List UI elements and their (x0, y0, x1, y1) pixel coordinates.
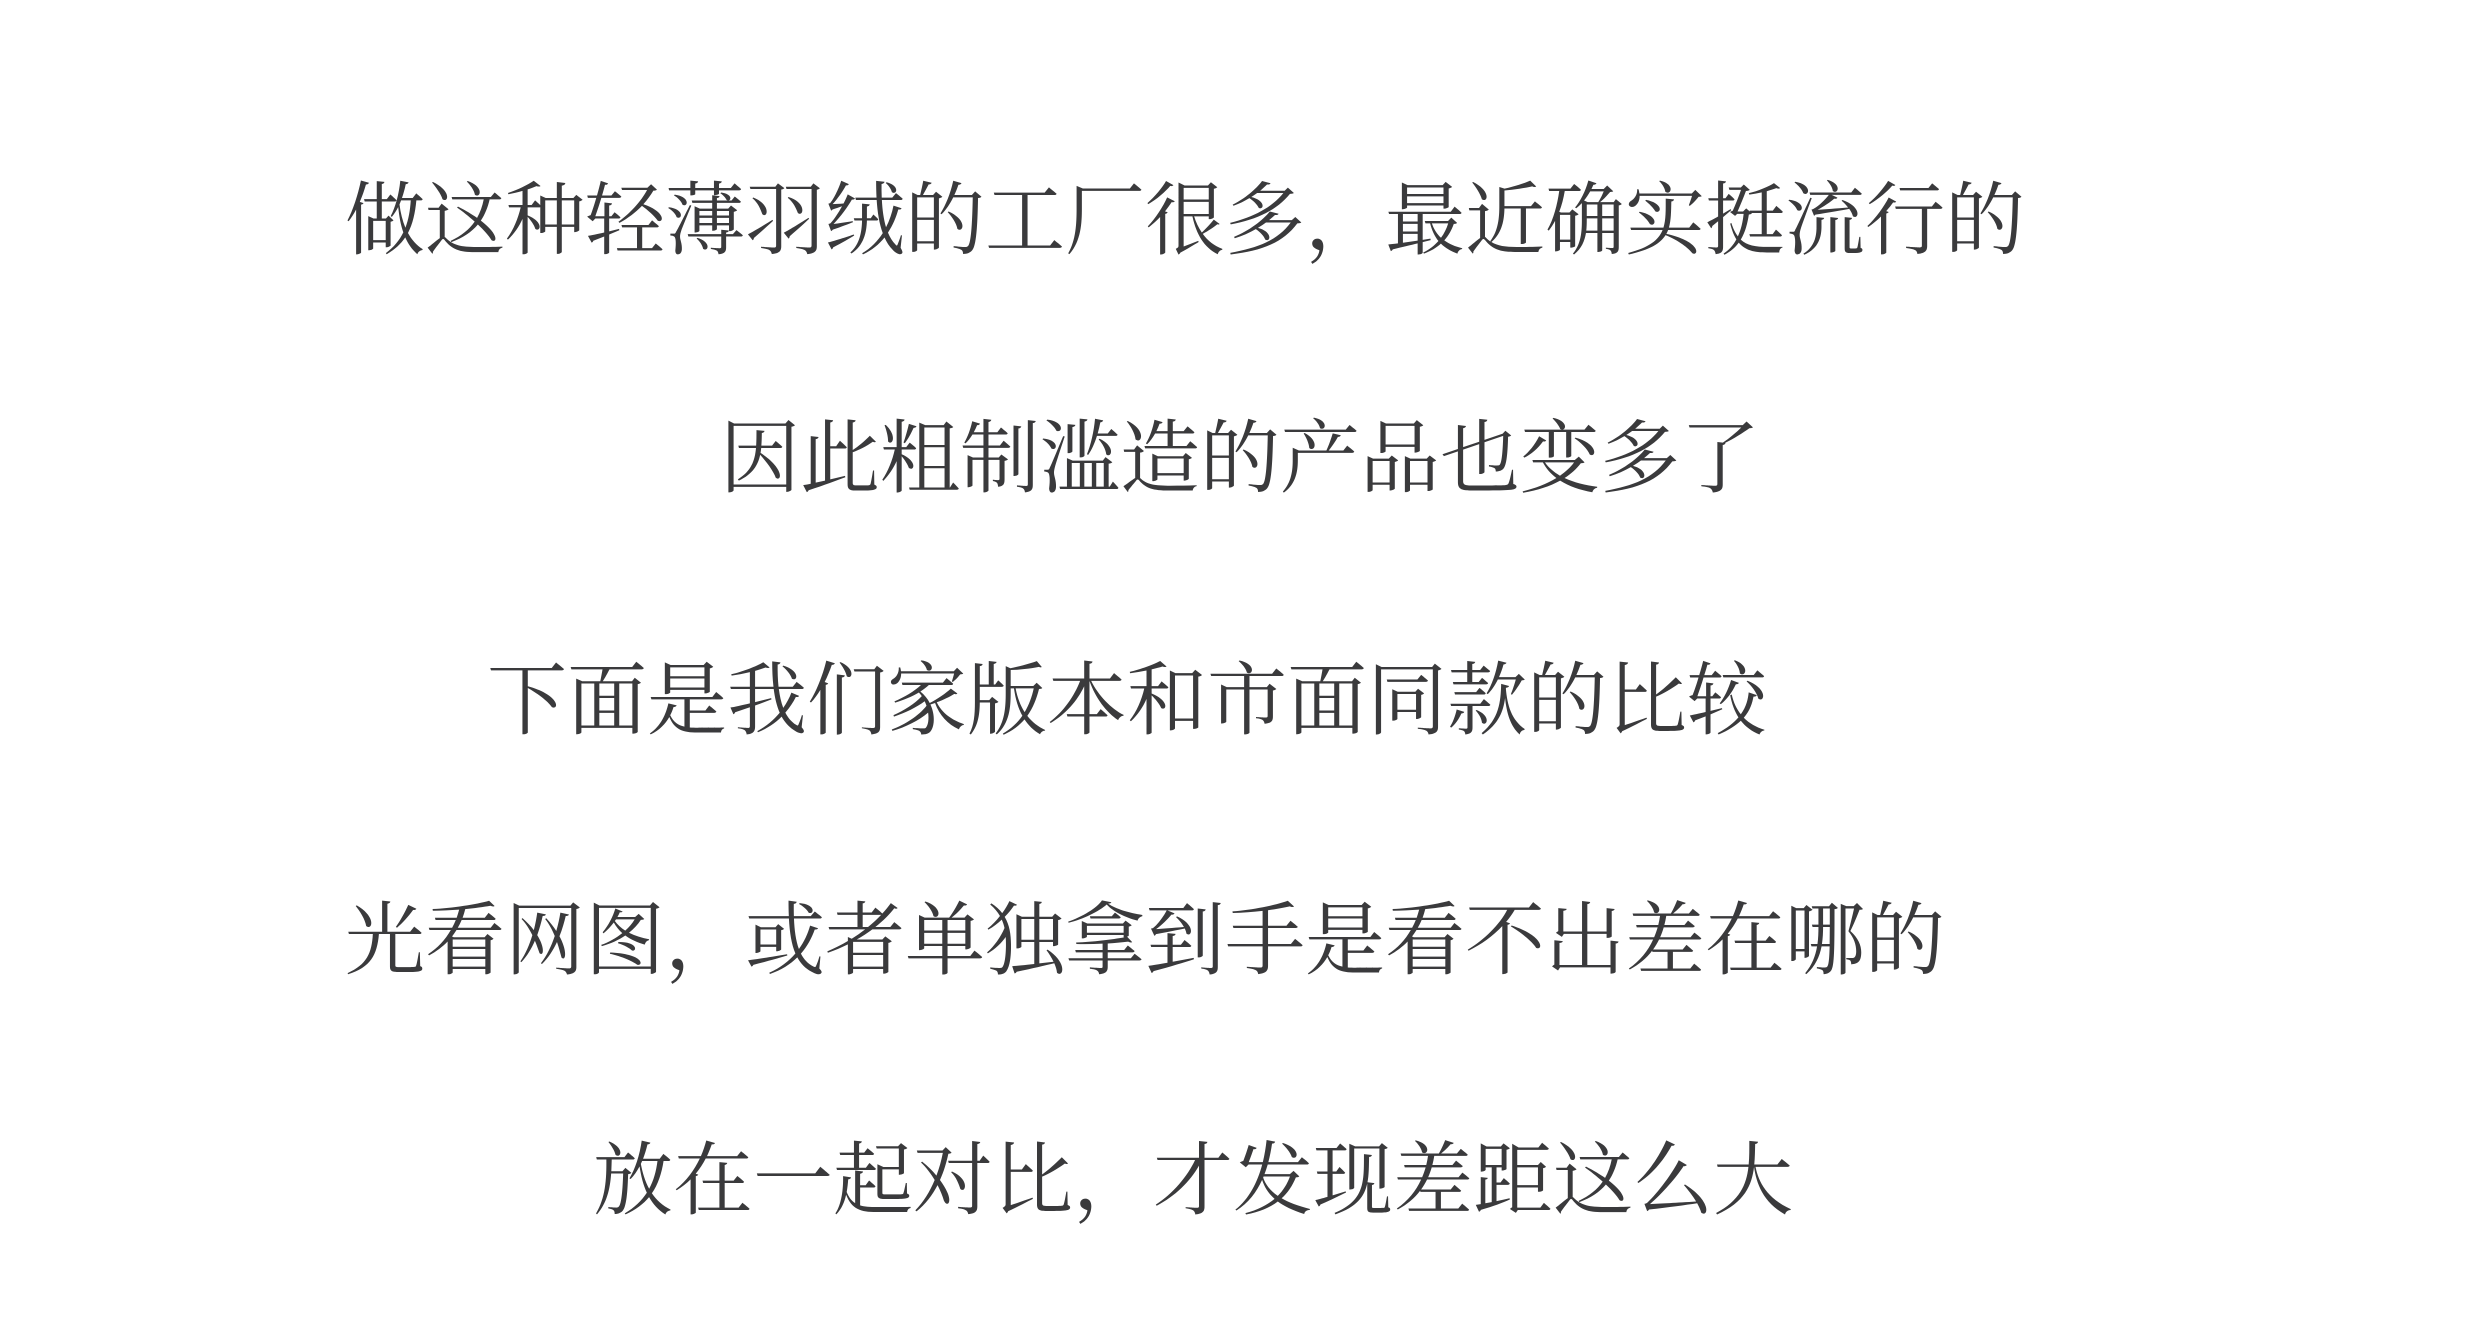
text-line-3: 下面是我们家版本和市面同款的比较 (487, 658, 1767, 746)
text-line-2: 因此粗制滥造的产品也变多了 (720, 416, 1760, 504)
text-line-5: 放在一起对比，才发现差距这么大 (593, 1138, 1793, 1226)
text-line-1: 做这种轻薄羽绒的工厂很多，最近确实挺流行的 (345, 178, 2025, 266)
text-line-4: 光看网图，或者单独拿到手是看不出差在哪的 (345, 898, 1945, 986)
